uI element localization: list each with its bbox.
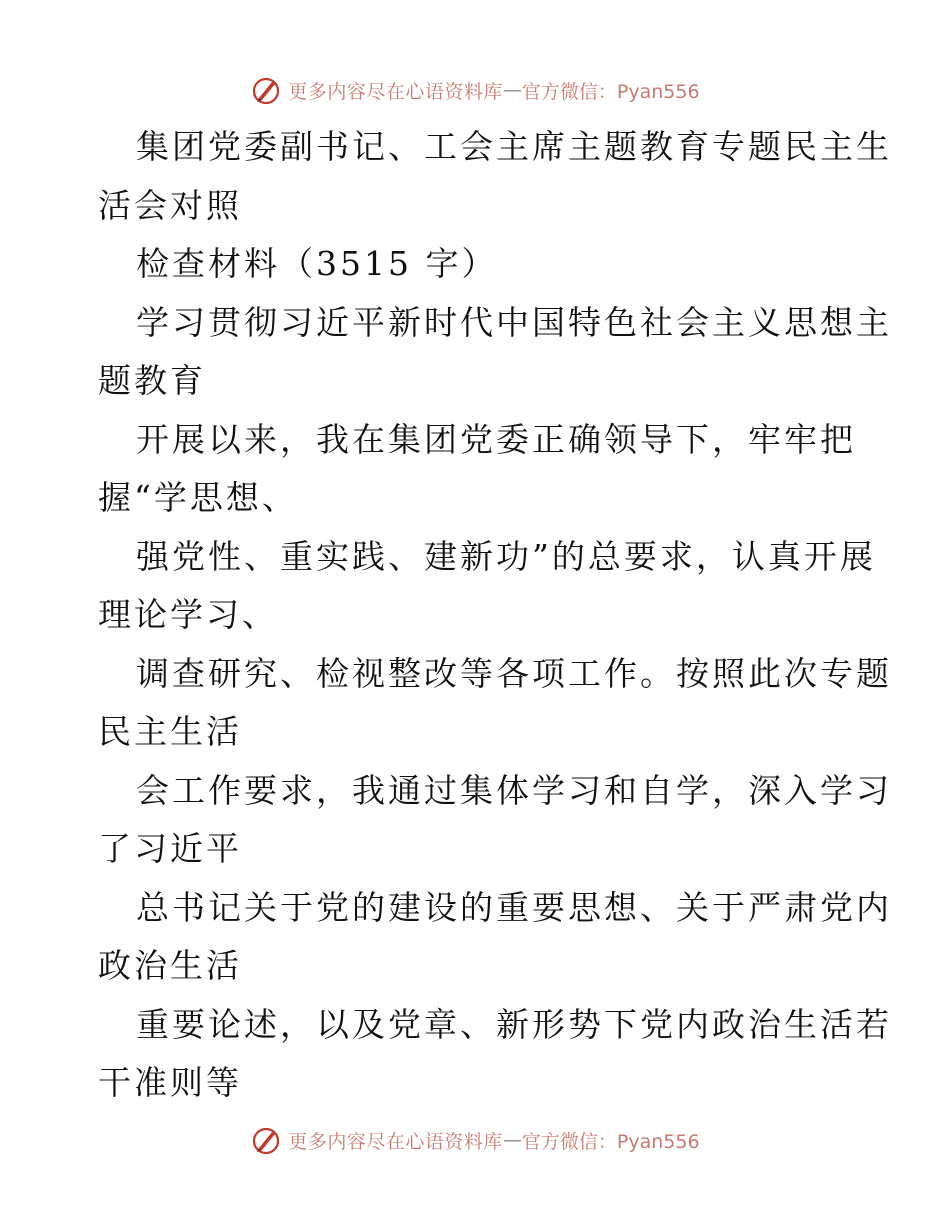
text-line: 调查研究、检视整改等各项工作。按照此次专题 — [136, 653, 892, 693]
text-line: 学习贯彻习近平新时代中国特色社会主义思想主 — [136, 302, 892, 342]
text-line: 政治生活 — [98, 946, 242, 985]
banner-wechat: 官方微信：Pyan556 — [521, 1130, 700, 1153]
text-line: 握“学思想、 — [98, 478, 298, 517]
banner-text: 更多内容尽在心语资料库 — [288, 80, 503, 103]
document-body — [98, 118, 892, 1113]
text-line: 了习近平 — [98, 829, 242, 868]
banner-text: 更多内容尽在心语资料库 — [288, 1130, 503, 1153]
text-line: 重要论述，以及党章、新形势下党内政治生活若 — [136, 1004, 892, 1044]
text-line: 集团党委副书记、工会主席主题教育专题民主生 — [136, 127, 892, 166]
banner-separator: — — [502, 1129, 522, 1151]
text-line: 干准则等 — [98, 1063, 242, 1102]
banner-wechat: 官方微信：Pyan556 — [521, 80, 700, 103]
text-line: 开展以来，我在集团党委正确领导下，牢牢把 — [136, 419, 856, 459]
quill-pen-logo-icon — [250, 1124, 282, 1156]
header-banner — [0, 70, 950, 110]
text-line: 活会对照 — [98, 185, 242, 225]
footer-banner — [0, 1120, 950, 1160]
text-line: 会工作要求，我通过集体学习和自学，深入学习 — [136, 770, 892, 810]
text-line: 强党性、重实践、建新功”的总要求，认真开展 — [136, 536, 876, 576]
text-line: 检查材料（3515 字） — [136, 244, 498, 283]
text-line: 理论学习、 — [98, 595, 278, 634]
text-line: 总书记关于党的建设的重要思想、关于严肃党内 — [136, 887, 892, 927]
banner-separator: — — [502, 79, 522, 101]
text-line: 题教育 — [98, 361, 206, 400]
text-line: 民主生活 — [98, 712, 242, 751]
quill-pen-logo-icon — [250, 74, 282, 106]
